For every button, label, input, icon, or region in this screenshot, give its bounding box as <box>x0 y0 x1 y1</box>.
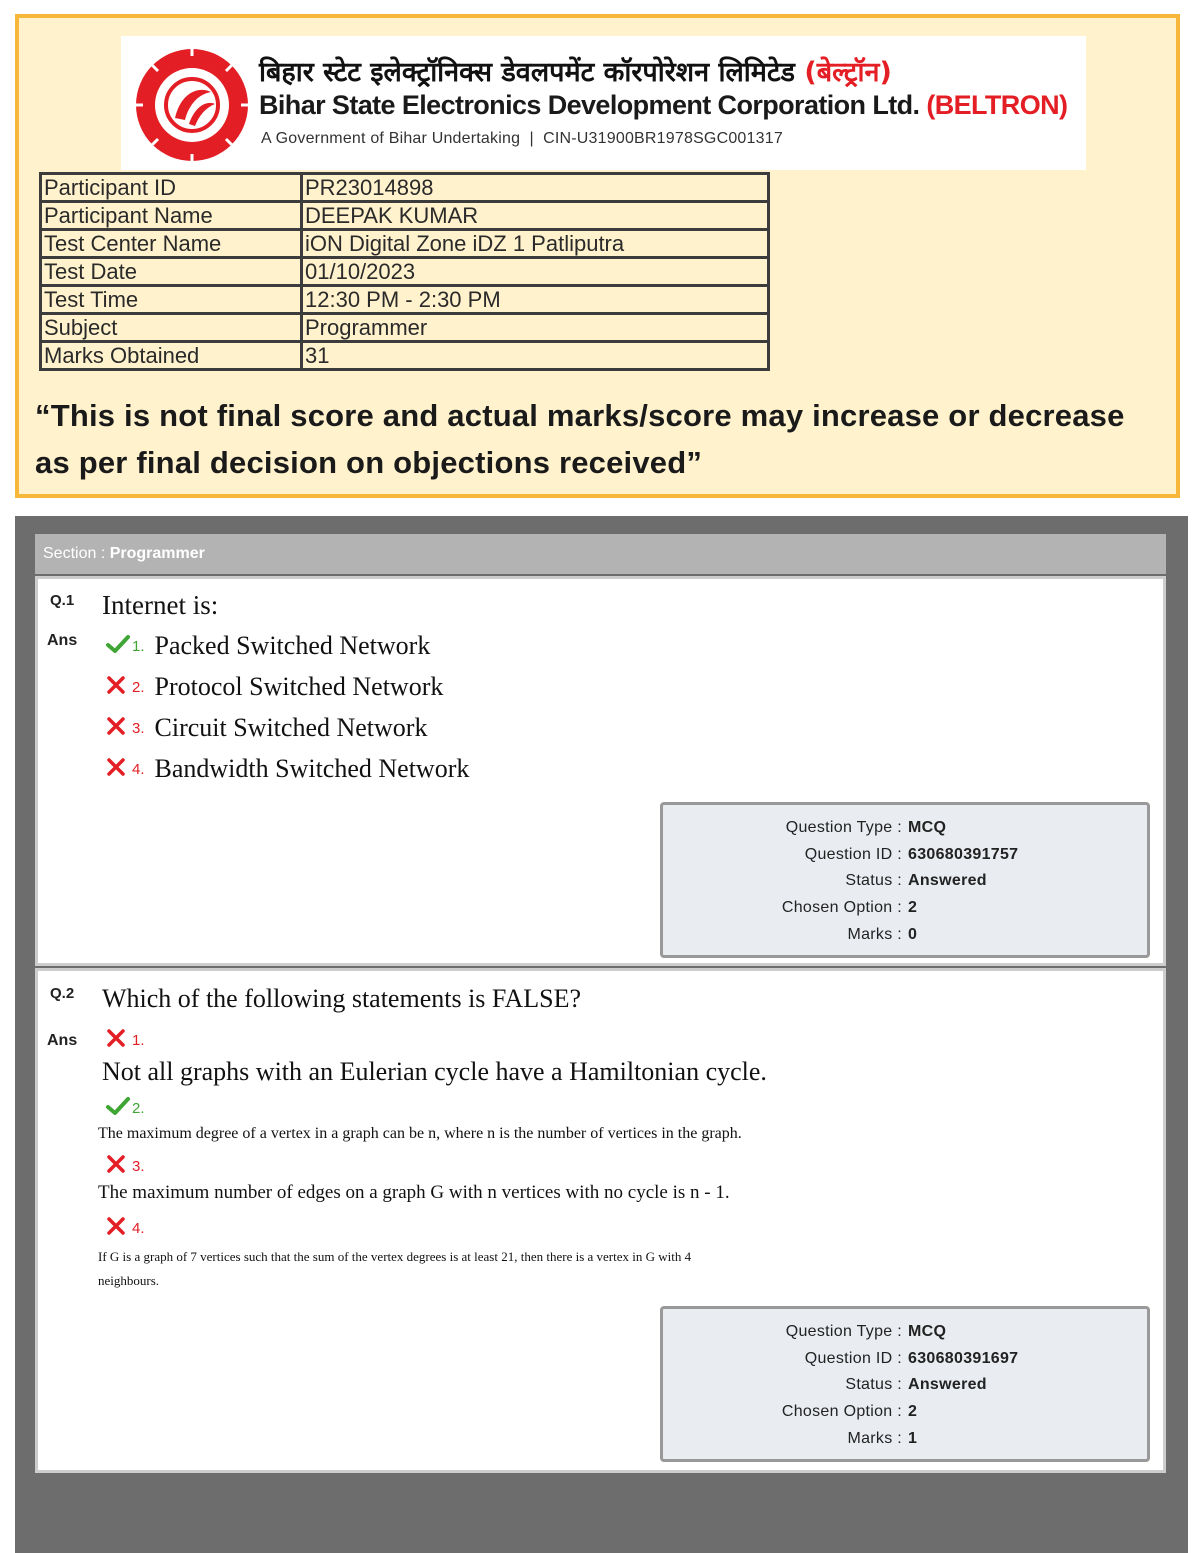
option-3 <box>106 713 427 743</box>
option-2 <box>106 1096 155 1126</box>
info-label: Participant ID <box>41 174 302 202</box>
ans-label: Ans <box>47 1032 78 1049</box>
info-value: 01/10/2023 <box>302 258 769 286</box>
hindi-company-name <box>259 52 892 89</box>
beltron-banner <box>121 36 1086 170</box>
option-number: 4. <box>132 1220 145 1237</box>
option-number: 2. <box>132 678 145 696</box>
english-abbr: (BELTRON) <box>926 90 1068 120</box>
question-card-2 <box>35 968 1166 1473</box>
option-text: Circuit Switched Network <box>154 713 428 742</box>
question-card-1 <box>35 576 1166 966</box>
info-value: Programmer <box>302 314 769 342</box>
meta-status: Status : Answered <box>845 872 987 889</box>
meta-chosen-option: Chosen Option : 2 <box>781 899 918 916</box>
option-text: Bandwidth Switched Network <box>154 754 470 783</box>
info-value: PR23014898 <box>302 174 769 202</box>
cross-icon <box>106 716 132 741</box>
info-label: Test Center Name <box>41 230 302 258</box>
meta-marks: Marks : 0 <box>847 926 918 943</box>
section-name: Programmer <box>109 545 205 562</box>
meta-question-id: Question ID : 630680391757 <box>804 846 1019 863</box>
meta-status: Status : Answered <box>845 1376 987 1393</box>
info-row <box>41 258 769 286</box>
info-label: Test Time <box>41 286 302 314</box>
question-text: Internet is: <box>102 590 219 620</box>
logo-ring-text: BIHAR STATE ELECTRONICS DEVELOPMENT CORPORATION LIMITED <box>133 39 452 49</box>
question-number: Q.1 <box>50 592 75 609</box>
info-row <box>41 342 769 370</box>
question-meta-box <box>660 1306 1150 1462</box>
info-label: Test Date <box>41 258 302 286</box>
cross-icon <box>106 1216 132 1241</box>
info-row <box>41 174 769 202</box>
option-number: 2. <box>132 1100 145 1117</box>
option-text: Protocol Switched Network <box>154 672 444 701</box>
cross-icon <box>106 1154 132 1179</box>
info-row <box>41 314 769 342</box>
meta-question-id: Question ID : 630680391697 <box>804 1350 1019 1367</box>
meta-chosen-option: Chosen Option : 2 <box>781 1403 918 1420</box>
section-prefix: Section : <box>43 545 110 562</box>
hindi-name: बिहार स्टेट इलेक्ट्रॉनिक्स डेवलपमेंट कॉरपोरेशन लिमिटेड <box>259 57 795 88</box>
info-value: iON Digital Zone iDZ 1 Patliputra <box>302 230 769 258</box>
info-row <box>41 230 769 258</box>
company-tagline: A Government of Bihar Undertaking | CIN-U31900BR1978SGC001317 <box>261 130 783 147</box>
option-text: Not all graphs with an Eulerian cycle have a Hamiltonian cycle. <box>102 1057 767 1086</box>
option-number: 4. <box>132 760 145 778</box>
option-4 <box>106 754 469 784</box>
english-name: Bihar State Electronics Development Corporation Ltd. <box>259 90 920 120</box>
option-number: 1. <box>132 1032 145 1049</box>
option-text: Packed Switched Network <box>154 631 431 660</box>
option-text: The maximum degree of a vertex in a graph can be n, where n is the number of vertices in the graph. <box>98 1125 742 1142</box>
meta-marks: Marks : 1 <box>847 1430 918 1447</box>
cross-icon <box>106 1028 132 1053</box>
option-number: 3. <box>132 719 145 737</box>
option-number: 1. <box>132 637 145 655</box>
english-company-name <box>259 90 1067 121</box>
ans-label: Ans <box>47 632 78 649</box>
option-number: 3. <box>132 1158 145 1175</box>
info-label: Participant Name <box>41 202 302 230</box>
info-row <box>41 202 769 230</box>
option-2 <box>106 672 443 702</box>
score-disclaimer: “This is not final score and actual marks/score may increase or decrease as per final decision on objections received” <box>35 398 1125 480</box>
section-bar <box>35 534 1166 574</box>
cross-icon <box>106 675 132 700</box>
info-label: Marks Obtained <box>41 342 302 370</box>
question-meta-box <box>660 802 1150 958</box>
option-1 <box>106 1028 155 1058</box>
check-icon <box>106 634 132 659</box>
beltron-logo <box>133 39 452 164</box>
option-text <box>98 1245 691 1293</box>
info-value: DEEPAK KUMAR <box>302 202 769 230</box>
info-row <box>41 286 769 314</box>
cross-icon <box>106 757 132 782</box>
option-4 <box>106 1216 155 1246</box>
result-header-panel <box>15 14 1180 498</box>
meta-question-type: Question Type : MCQ <box>785 1323 947 1340</box>
option-text-line-2: neighbours. <box>98 1273 160 1288</box>
info-value: 31 <box>302 342 769 370</box>
question-number: Q.2 <box>50 985 75 1002</box>
check-icon <box>106 1096 132 1121</box>
meta-question-type: Question Type : MCQ <box>785 819 947 836</box>
option-text: The maximum number of edges on a graph G with n vertices with no cycle is n - 1. <box>98 1182 730 1203</box>
hindi-abbr: (बेल्ट्रॉन) <box>804 57 892 88</box>
option-3 <box>106 1154 155 1184</box>
participant-info-table <box>39 172 770 371</box>
question-text: Which of the following statements is FALSE? <box>102 984 581 1013</box>
option-1 <box>106 631 430 661</box>
info-label: Subject <box>41 314 302 342</box>
option-text-line-1: If G is a graph of 7 vertices such that the sum of the vertex degrees is at least 21, then there is a vertex in G with 4 <box>98 1249 692 1264</box>
response-sheet <box>15 516 1188 1553</box>
info-value: 12:30 PM - 2:30 PM <box>302 286 769 314</box>
